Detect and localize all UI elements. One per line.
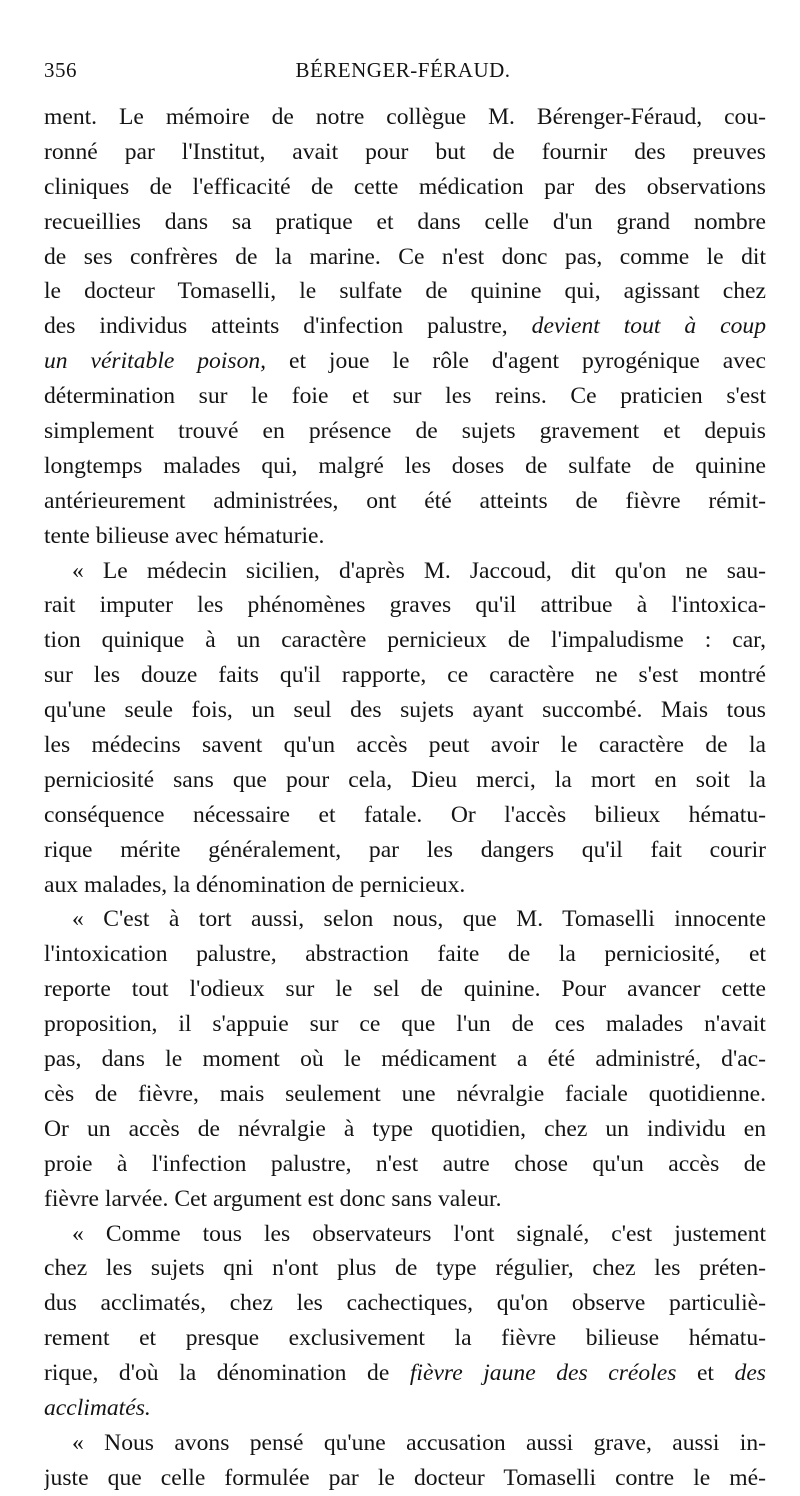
text-line: recueillies dans sa pratique et dans celle d'un grand nombre	[44, 208, 766, 235]
text-line: aux malades, la dénomination de pernicieux.	[44, 871, 466, 898]
text-line: pas, dans le moment où le médicament a été administré, d'ac-	[44, 1046, 766, 1073]
text-line: perniciosité sans que pour cela, Dieu merci, la mort en soit la	[44, 766, 766, 793]
text-line: cès de fièvre, mais seulement une névralgie faciale quotidienne.	[44, 1080, 766, 1107]
italic-phrase: fièvre jaune des créoles	[409, 1360, 677, 1387]
text-line: fièvre larvée. Cet argument est donc sans valeur.	[44, 1185, 502, 1212]
text-line: longtemps malades qui, malgré les doses de sulfate de quinine	[44, 452, 766, 479]
page-header	[44, 58, 762, 88]
running-head: BÉRENGER-FÉRAUD.	[295, 58, 511, 82]
text-line: l'intoxication palustre, abstraction faite de la perniciosité, et	[44, 941, 766, 968]
text-line: chez les sujets qni n'ont plus de type régulier, chez les préten-	[44, 1255, 766, 1282]
text-line: tente bilieuse avec hématurie.	[44, 522, 325, 549]
text-line: dus acclimatés, chez les cachectiques, qu'on observe particuliè-	[44, 1290, 766, 1317]
text-line: juste que celle formulée par le docteur Tomaselli contre le mé-	[44, 1464, 766, 1491]
text-line: rique mérite généralement, par les dangers qu'il fait courir	[44, 836, 766, 863]
page-number: 356	[44, 58, 77, 82]
text-line	[44, 344, 766, 379]
text-line: simplement trouvé en présence de sujets gravement et depuis	[44, 418, 766, 445]
text-line: de ses confrères de la marine. Ce n'est donc pas, comme le dit	[44, 243, 766, 270]
text-fragment: rique, d'où la dénomination de	[44, 1360, 390, 1387]
text-line: Or un accès de névralgie à type quotidien, chez un individu en	[44, 1115, 766, 1142]
text-line: « Nous avons pensé qu'une accusation aussi grave, aussi in-	[72, 1429, 766, 1456]
text-line: le docteur Tomaselli, le sulfate de quinine qui, agissant chez	[44, 278, 766, 305]
text-line: les médecins savent qu'un accès peut avoir le caractère de la	[44, 732, 766, 759]
italic-phrase: un véritable poison,	[44, 348, 267, 375]
italic-phrase: acclimatés.	[44, 1394, 151, 1421]
text-line	[44, 309, 766, 344]
text-fragment: et	[696, 1360, 714, 1387]
text-line: antérieurement administrées, ont été atteints de fièvre rémit-	[44, 487, 766, 514]
text-line: reporte tout l'odieux sur le sel de quinine. Pour avancer cette	[44, 976, 766, 1003]
text-line: conséquence nécessaire et fatale. Or l'accès bilieux hématu-	[44, 801, 766, 828]
text-line: ment. Le mémoire de notre collègue M. Bérenger-Féraud, cou-	[44, 104, 766, 130]
text-line: rait imputer les phénomènes graves qu'il attribue à l'intoxica-	[44, 592, 766, 619]
italic-phrase: devient tout à coup	[531, 313, 766, 340]
text-line: tion quinique à un caractère pernicieux de l'impaludisme : car,	[44, 627, 766, 654]
text-line: proposition, il s'appuie sur ce que l'un de ces malades n'avait	[44, 1011, 766, 1038]
text-line: « Le médecin sicilien, d'après M. Jaccoud, dit qu'on ne sau-	[72, 557, 766, 584]
text-line: rement et presque exclusivement la fièvre bilieuse hématu-	[44, 1325, 766, 1352]
text-line	[44, 1356, 766, 1391]
text-line: cliniques de l'efficacité de cette médication par des observations	[44, 173, 766, 200]
text-line	[44, 1391, 766, 1426]
text-line: sur les douze faits qu'il rapporte, ce caractère ne s'est montré	[44, 662, 766, 689]
text-fragment: des individus atteints d'infection palustre,	[44, 313, 508, 340]
text-line: qu'une seule fois, un seul des sujets ayant succombé. Mais tous	[44, 697, 766, 724]
text-line: ronné par l'Institut, avait pour but de fournir des preuves	[44, 138, 766, 165]
text-line: détermination sur le foie et sur les reins. Ce praticien s'est	[44, 383, 766, 410]
text-line: proie à l'infection palustre, n'est autre chose qu'un accès de	[44, 1150, 766, 1177]
italic-phrase: des	[734, 1360, 766, 1387]
text-fragment: et joue le rôle d'agent pyrogénique avec	[288, 348, 766, 375]
text-line: « Comme tous les observateurs l'ont signalé, c'est justement	[72, 1220, 766, 1247]
body-text	[44, 100, 766, 1496]
text-line: « C'est à tort aussi, selon nous, que M. Tomaselli innocente	[72, 906, 766, 933]
